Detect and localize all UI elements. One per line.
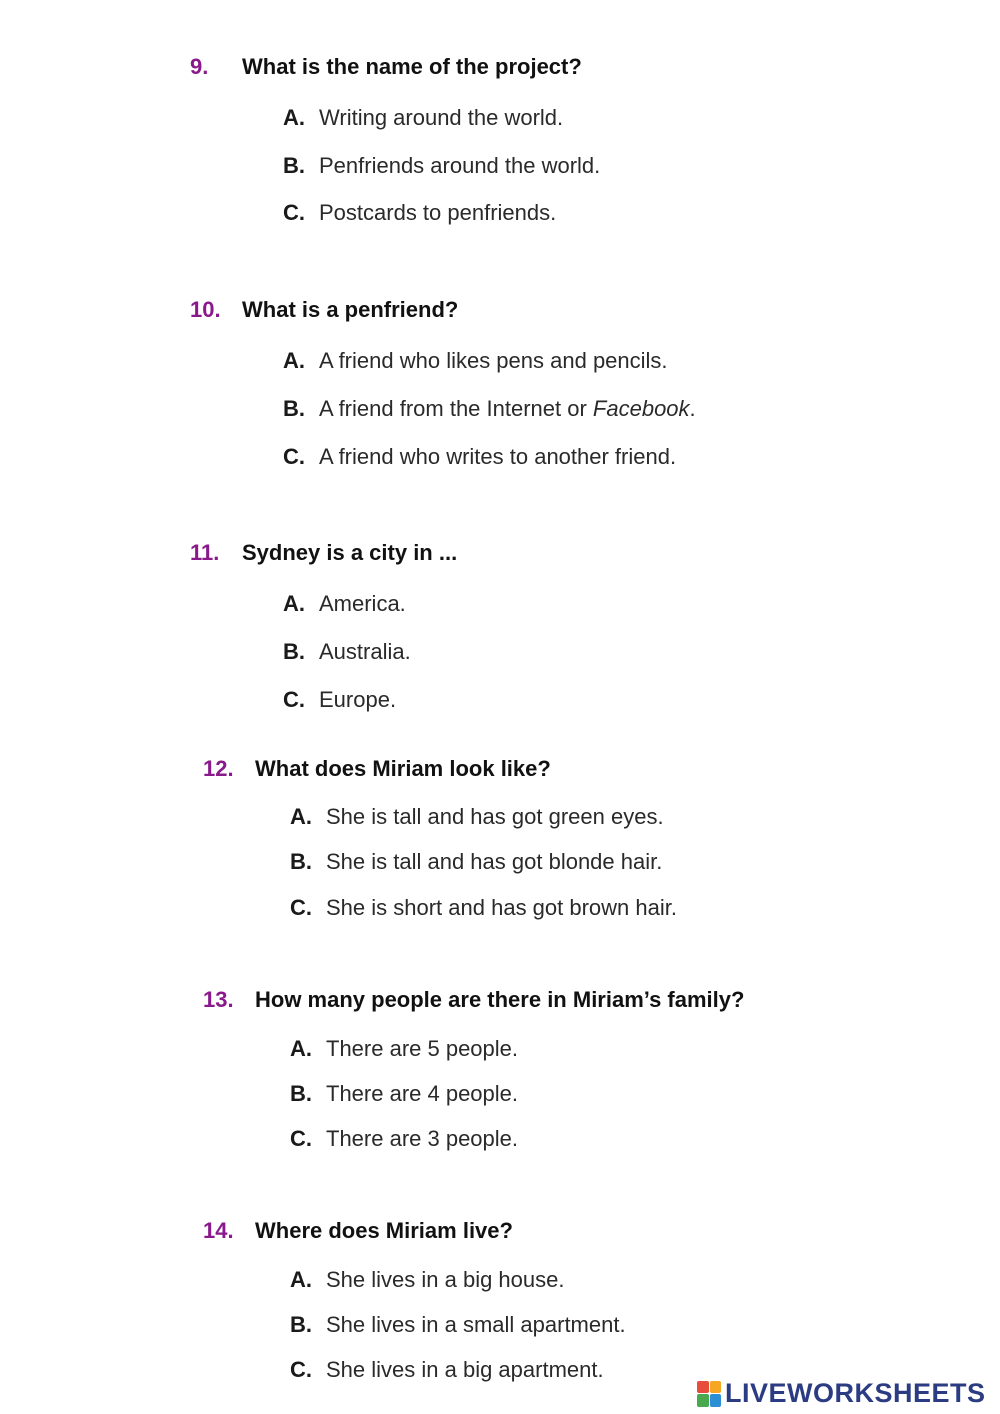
option-11c[interactable] <box>283 687 396 713</box>
question-9 <box>190 54 582 80</box>
option-text: She lives in a big apartment. <box>326 1357 604 1382</box>
option-letter: C. <box>290 1126 312 1151</box>
option-letter: A. <box>283 348 305 373</box>
question-number: 9. <box>190 54 209 79</box>
option-11a[interactable] <box>283 591 406 617</box>
option-letter: A. <box>290 1036 312 1061</box>
option-text: She lives in a big house. <box>326 1267 565 1292</box>
option-text: America. <box>319 591 406 616</box>
question-10 <box>190 297 458 323</box>
option-10b[interactable] <box>283 396 696 422</box>
question-text: Sydney is a city in ... <box>242 540 458 565</box>
option-9b[interactable] <box>283 153 600 179</box>
question-11 <box>190 540 457 566</box>
option-12a[interactable] <box>290 804 664 830</box>
option-text: There are 3 people. <box>326 1126 519 1151</box>
option-text <box>319 396 696 422</box>
logo-cell <box>710 1394 722 1407</box>
option-11b[interactable] <box>283 639 411 665</box>
question-number: 10. <box>190 297 221 322</box>
option-text: She is tall and has got green eyes. <box>326 804 664 829</box>
brand-name: LIVEWORKSHEETS <box>725 1378 986 1408</box>
question-text: Where does Miriam live? <box>255 1218 513 1243</box>
option-text-italic: Facebook <box>592 396 690 421</box>
option-text: She lives in a small apartment. <box>326 1312 626 1337</box>
option-letter: B. <box>283 153 305 178</box>
option-10a[interactable] <box>283 348 668 374</box>
question-number: 11. <box>190 540 220 565</box>
option-text: She is short and has got brown hair. <box>326 895 677 920</box>
option-letter: A. <box>290 804 312 829</box>
option-letter: A. <box>290 1267 312 1292</box>
option-letter: C. <box>290 895 312 920</box>
option-text: There are 4 people. <box>326 1081 519 1106</box>
option-letter: B. <box>290 1081 312 1106</box>
option-text: Europe. <box>319 687 397 712</box>
option-13a[interactable] <box>290 1036 518 1062</box>
option-letter: B. <box>283 396 305 421</box>
liveworksheets-brand <box>697 1378 986 1409</box>
question-text: What is a penfriend? <box>242 297 459 322</box>
question-number: 12. <box>203 756 234 781</box>
option-14c[interactable] <box>290 1357 604 1383</box>
question-text: What does Miriam look like? <box>255 756 551 781</box>
question-12 <box>203 756 551 782</box>
liveworksheets-logo-icon <box>697 1381 721 1407</box>
option-text: Writing around the world. <box>319 105 564 130</box>
option-letter: B. <box>290 1312 312 1337</box>
option-text: A friend who likes pens and pencils. <box>319 348 668 373</box>
option-text-end: . <box>689 396 696 421</box>
option-text: Postcards to penfriends. <box>319 200 557 225</box>
option-9c[interactable] <box>283 200 556 226</box>
option-text: There are 5 people. <box>326 1036 519 1061</box>
question-number: 14. <box>203 1218 234 1243</box>
logo-cell <box>697 1381 709 1394</box>
option-letter: B. <box>290 849 312 874</box>
option-13c[interactable] <box>290 1126 518 1152</box>
logo-cell <box>710 1381 722 1394</box>
option-letter: C. <box>283 200 305 225</box>
option-text: Penfriends around the world. <box>319 153 601 178</box>
option-text: Australia. <box>319 639 411 664</box>
option-text-plain: A friend from the Internet or <box>319 396 593 421</box>
option-text: A friend who writes to another friend. <box>319 444 677 469</box>
option-text: She is tall and has got blonde hair. <box>326 849 663 874</box>
option-14a[interactable] <box>290 1267 565 1293</box>
logo-cell <box>697 1394 709 1407</box>
option-letter: A. <box>283 591 305 616</box>
question-text: How many people are there in Miriam’s family? <box>255 987 745 1012</box>
option-12c[interactable] <box>290 895 677 921</box>
option-letter: A. <box>283 105 305 130</box>
question-number: 13. <box>203 987 234 1012</box>
option-10c[interactable] <box>283 444 676 470</box>
question-13 <box>203 987 744 1013</box>
question-14 <box>203 1218 513 1244</box>
option-13b[interactable] <box>290 1081 518 1107</box>
question-text: What is the name of the project? <box>242 54 582 79</box>
option-letter: C. <box>283 687 305 712</box>
option-letter: B. <box>283 639 305 664</box>
option-9a[interactable] <box>283 105 563 131</box>
option-letter: C. <box>290 1357 312 1382</box>
option-letter: C. <box>283 444 305 469</box>
option-14b[interactable] <box>290 1312 626 1338</box>
option-12b[interactable] <box>290 849 662 875</box>
